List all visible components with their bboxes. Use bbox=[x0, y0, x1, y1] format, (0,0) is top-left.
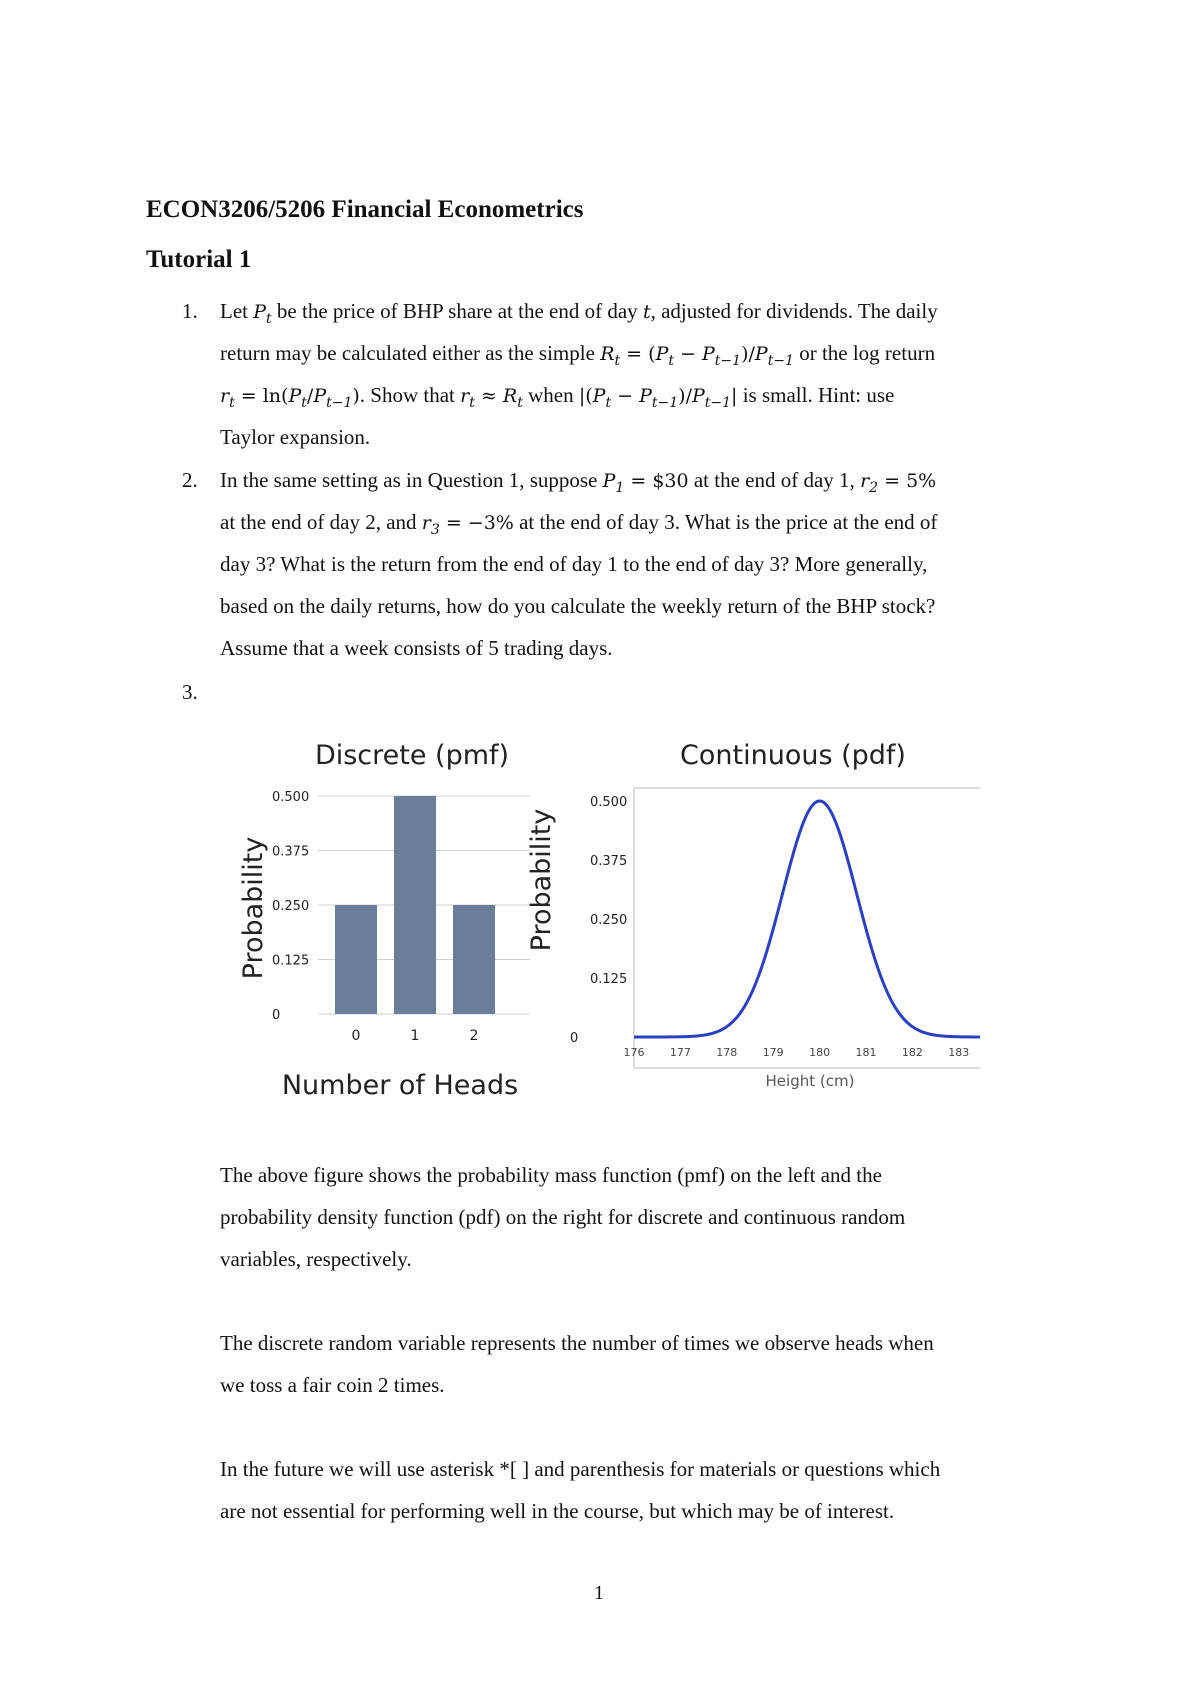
question-number: 1. bbox=[182, 299, 198, 323]
pdf-y-tick-label: 0 bbox=[570, 1031, 579, 1046]
math-subscript: t−1 bbox=[704, 395, 732, 412]
pmf-y-tick-label: 0.250 bbox=[272, 899, 310, 914]
math-operator: | bbox=[731, 385, 738, 407]
math-variable: P bbox=[655, 343, 669, 365]
math-operator: = ( bbox=[620, 343, 656, 365]
math-operator: − bbox=[674, 343, 702, 365]
math-subscript: t bbox=[229, 395, 235, 412]
question-line: at the end of day 2, and $r_3 = -3\%$ at the end of day 3. What is the price at the end of bbox=[220, 510, 938, 539]
math-subscript: t−1 bbox=[767, 353, 794, 370]
pmf-bar bbox=[335, 905, 377, 1014]
math-subscript: 1 bbox=[615, 480, 625, 497]
pdf-x-tick-label: 178 bbox=[716, 1046, 738, 1059]
math-operator: ≈ bbox=[474, 385, 503, 407]
pmf-y-tick-label: 0 bbox=[272, 1008, 281, 1023]
math-operator: − bbox=[611, 385, 640, 407]
pdf-y-axis-label: Probability bbox=[526, 808, 557, 952]
pmf-chart bbox=[238, 740, 530, 1101]
math-subscript: t bbox=[614, 353, 621, 370]
math-operator: = −3% bbox=[439, 512, 514, 534]
pmf-y-tick-label: 0.375 bbox=[272, 844, 310, 860]
math-subscript: t bbox=[517, 395, 523, 412]
math-operator: )/ bbox=[678, 385, 692, 407]
question-line: Taylor expansion. bbox=[220, 425, 371, 449]
pdf-x-tick-label: 177 bbox=[669, 1046, 691, 1059]
math-operator: )/ bbox=[741, 343, 755, 365]
explanation-paragraph-3 bbox=[220, 1448, 940, 1532]
pdf-y-tick-label: 0.375 bbox=[590, 854, 628, 869]
math-variable: r bbox=[220, 385, 230, 407]
math-subscript: t−1 bbox=[651, 395, 679, 412]
pdf-chart bbox=[526, 740, 980, 1090]
pmf-y-tick-label: 0.125 bbox=[272, 953, 310, 969]
math-variable: R bbox=[502, 385, 518, 407]
math-operator: |( bbox=[578, 385, 593, 407]
tutorial-title: Tutorial 1 bbox=[146, 246, 252, 273]
pdf-chart-title: Continuous (pdf) bbox=[680, 740, 906, 771]
math-variable: P bbox=[592, 385, 606, 407]
math-subscript: t bbox=[301, 395, 307, 412]
probability-figure bbox=[220, 730, 980, 1110]
math-variable: P bbox=[754, 343, 768, 365]
math-variable: R bbox=[600, 343, 615, 365]
math-subscript: t bbox=[469, 395, 475, 412]
question-line: $r_t = \ln(P_t/P_{t-1})$. Show that $r_t \approx R_t$ when $|(P_t - P_{t-1})/P_{t-1}|$ is small. Hint: use bbox=[220, 383, 895, 412]
math-variable: P bbox=[639, 385, 652, 407]
math-subscript: t−1 bbox=[714, 353, 742, 370]
pdf-y-tick-label: 0.125 bbox=[590, 972, 628, 987]
math-variable: P bbox=[702, 343, 715, 365]
page-number: 1 bbox=[594, 1582, 604, 1604]
math-subscript: t−1 bbox=[326, 395, 353, 412]
math-variable: r bbox=[421, 512, 431, 534]
pmf-chart-title: Discrete (pmf) bbox=[314, 740, 510, 771]
pdf-x-axis-label: Height (cm) bbox=[765, 1072, 855, 1090]
paragraph-line: variables, respectively. bbox=[220, 1247, 412, 1271]
math-subscript: t bbox=[668, 353, 674, 370]
pdf-x-tick-label: 176 bbox=[623, 1046, 645, 1059]
paragraph-line: probability density function (pdf) on the right for discrete and continuous random bbox=[220, 1205, 906, 1229]
pmf-bar bbox=[453, 905, 495, 1014]
pmf-x-axis-label: Number of Heads bbox=[281, 1070, 519, 1101]
question-number: 3. bbox=[182, 680, 198, 704]
math-variable: P bbox=[253, 301, 267, 323]
math-subscript: 3 bbox=[430, 522, 440, 539]
explanation-paragraph-2 bbox=[220, 1322, 934, 1406]
math-variable: P bbox=[691, 385, 705, 407]
math-variable: r bbox=[860, 470, 870, 492]
pmf-x-tick-label: 1 bbox=[410, 1028, 420, 1044]
question-line: return may be calculated either as the simple $R_t = (P_t - P_{t-1})/P_{t-1}$ or the log return bbox=[220, 341, 936, 370]
course-title: ECON3206/5206 Financial Econometrics bbox=[146, 196, 584, 223]
pdf-series-line bbox=[634, 801, 980, 1037]
math-variable: P bbox=[602, 470, 616, 492]
question-line: day 3? What is the return from the end of day 1 to the end of day 3? More generally, bbox=[220, 552, 928, 576]
pmf-x-tick-label: 0 bbox=[351, 1028, 361, 1044]
math-subscript: t bbox=[605, 395, 612, 412]
pmf-y-tick-label: 0.500 bbox=[272, 790, 310, 805]
paragraph-line: are not essential for performing well in the course, but which may be of interest. bbox=[220, 1499, 895, 1523]
pdf-x-tick-label: 182 bbox=[901, 1046, 923, 1059]
pdf-y-tick-label: 0.250 bbox=[590, 913, 628, 928]
paragraph-line: we toss a fair coin 2 times. bbox=[220, 1373, 445, 1397]
question-line: In the same setting as in Question 1, suppose $P_1$ = $30 at the end of day 1, $r_2 = 5\%$ bbox=[220, 468, 937, 497]
pdf-plot-frame bbox=[634, 788, 980, 1068]
math-variable: r bbox=[460, 385, 470, 407]
paragraph-line: The above figure shows the probability mass function (pmf) on the left and the bbox=[220, 1163, 882, 1187]
math-subscript: t bbox=[266, 311, 272, 328]
pdf-x-tick-label: 179 bbox=[762, 1046, 784, 1059]
math-operator: = ln( bbox=[234, 385, 289, 407]
question-line: Assume that a week consists of 5 trading days. bbox=[220, 636, 613, 660]
math-variable: P bbox=[288, 385, 302, 407]
explanation-paragraph-1 bbox=[220, 1154, 905, 1280]
pdf-x-tick-label: 181 bbox=[855, 1046, 877, 1059]
math-operator: / bbox=[306, 385, 314, 407]
question-line: Let $P_t$ be the price of BHP share at the end of day t, adjusted for dividends. The daily bbox=[220, 299, 938, 328]
math-operator: ) bbox=[352, 385, 360, 407]
pdf-x-tick-label: 180 bbox=[809, 1046, 831, 1059]
pmf-x-tick-label: 2 bbox=[469, 1028, 479, 1044]
pdf-y-tick-label: 0.500 bbox=[590, 795, 628, 810]
math-operator: = $30 bbox=[624, 470, 689, 492]
math-subscript: 2 bbox=[869, 480, 879, 497]
pmf-bar bbox=[394, 796, 436, 1014]
paragraph-line: In the future we will use asterisk *[ ] and parenthesis for materials or questions which bbox=[220, 1457, 941, 1481]
question-number: 2. bbox=[182, 468, 198, 492]
math-operator: = 5% bbox=[878, 470, 937, 492]
math-variable: t bbox=[642, 301, 651, 323]
pmf-y-axis-label: Probability bbox=[238, 836, 269, 980]
pdf-x-tick-label: 183 bbox=[948, 1046, 970, 1059]
math-variable: P bbox=[313, 385, 327, 407]
paragraph-line: The discrete random variable represents the number of times we observe heads when bbox=[220, 1331, 934, 1355]
question-line: based on the daily returns, how do you calculate the weekly return of the BHP stock? bbox=[220, 594, 936, 618]
